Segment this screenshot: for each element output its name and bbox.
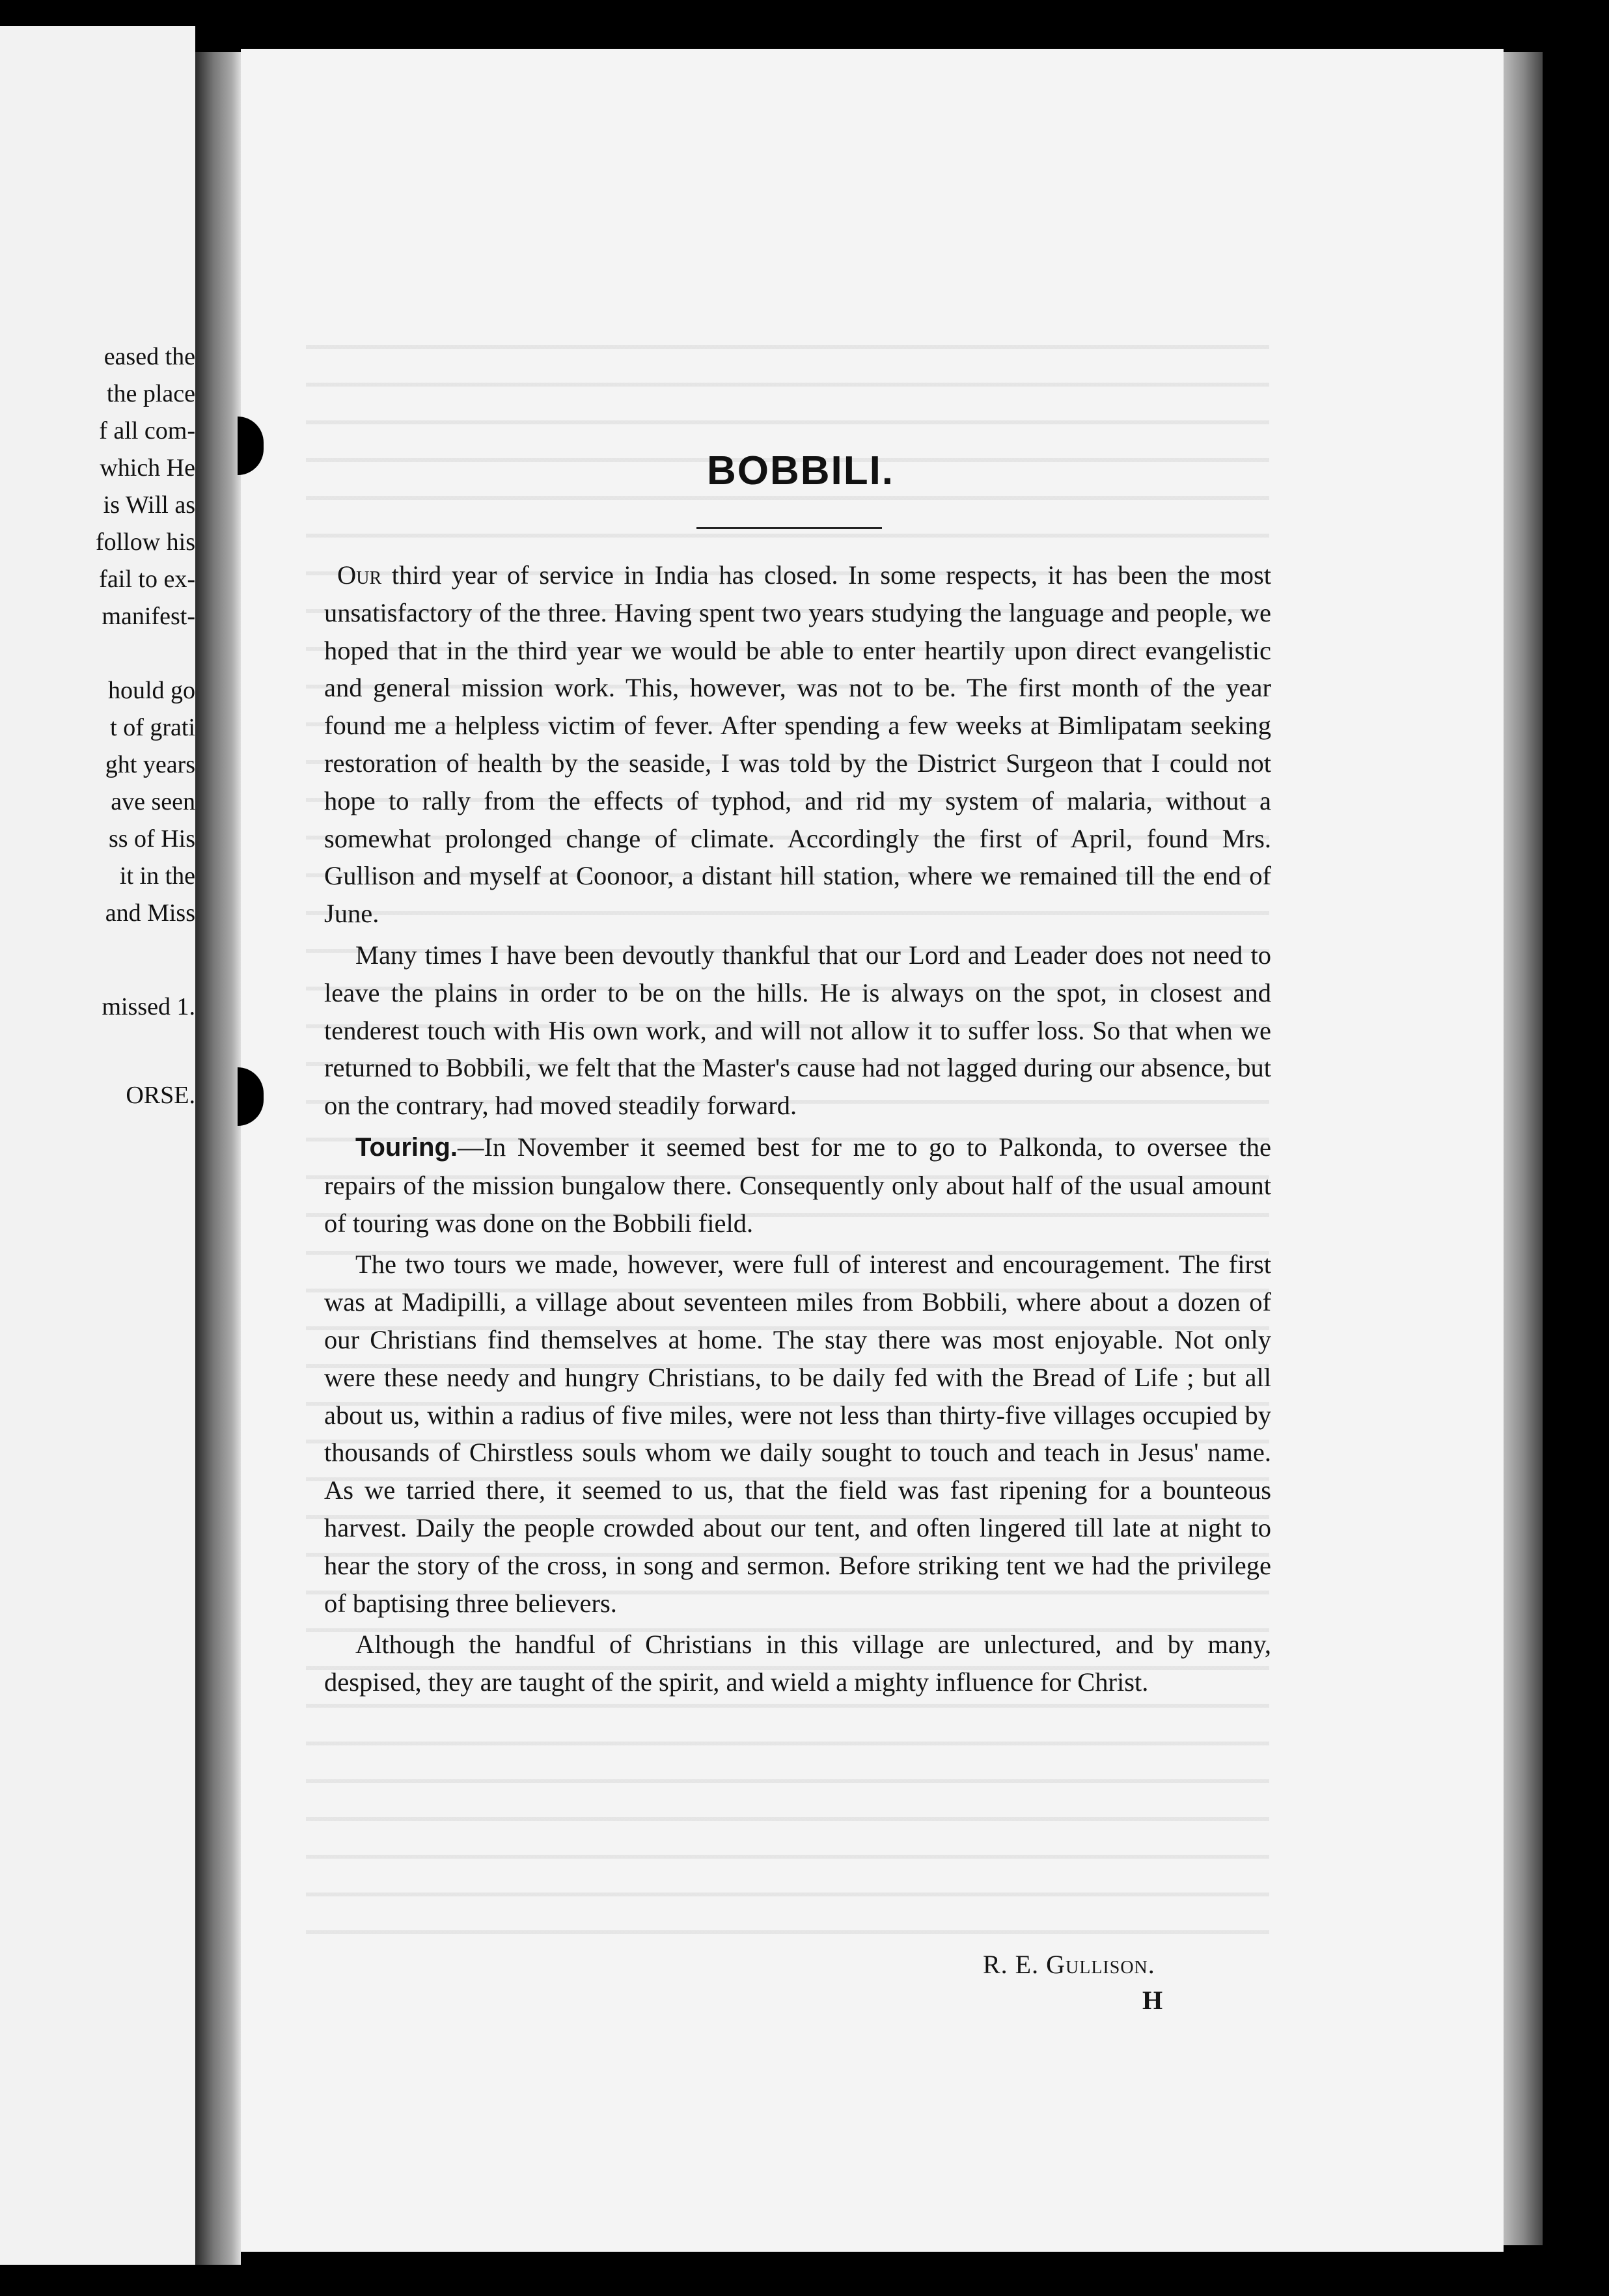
facing-page-line: follow his [95,528,195,556]
facing-page-line: manifest- [102,603,195,630]
facing-page-line: the place [106,380,195,407]
facing-page-line: is Will as [103,491,195,519]
facing-page-line: ORSE. [126,1082,195,1109]
facing-page-line: f all com- [99,417,195,444]
facing-page-line: hould go [107,677,195,704]
paragraph-text: —In November it seemed best for me to go to Palkonda, to oversee the repairs of the mission bungalow there. Consequently only about half of the usual amount of touring was done on the Bobbili field. [324,1132,1271,1238]
paragraph-text: third year of service in India has closed. In some respects, it has been the most unsatisfactory of the three. Having spent two years studying the language and people, we hoped that in the third year we would be able to enter heartily upon direct evangelistic and general mission work. This, however, was not to be. The first month of the year found me a helpless victim of fever. After spending a few weeks at Bimlipatam seeking restoration of health by the seaside, I was told by the District Surgeon that I could not hope to rally from the effects of typhod, and rid my system of malaria, without a somewhat prolonged change of climate. Accordingly the first of April, found Mrs. Gullison and myself at Coonoor, a distant hill station, where we remained till the end of June. [324,560,1271,929]
page-edge-shadow [1504,52,1543,2245]
paragraph: Many times I have been devoutly thankful that our Lord and Leader does not need to leave the plains in order to be on the hills. He is always on the spot, in closest and tenderest touch with His own work, and will not allow it to suffer loss. So that when we returned to Bobbili, we felt that the Master's cause had not lagged during our absence, but on the contrary, had moved steadily forward. [324,940,1271,1121]
facing-page-fragment [0,26,195,2265]
facing-page-line: it in the [119,862,195,890]
author-signature: R. E. Gullison. [983,1950,1155,1979]
article-title: BOBBILI. [706,448,895,493]
article-body [324,556,1271,1705]
section-heading-touring: Touring. [355,1132,458,1162]
facing-page-line: ave seen [111,788,195,815]
paragraph-lead: Our [337,560,382,590]
paragraph [324,556,1271,933]
facing-page-line: which He [100,454,195,482]
paragraph: The two tours we made, however, were full of interest and encouragement. The first was at Madipilli, a village about seventeen miles from Bobbili, where about a dozen of our Christians find themselves at home. The stay there was most enjoyable. Not only were these needy and hungry Christians, to be daily fed with the Bread of Life ; but all about us, within a radius of five miles, were not less than thirty-five villages occupied by thousands of Chirstless souls whom we daily sought to touch and teach in Jesus' name. As we tarried there, it seemed to us, that the field was fast ripening for a bounteous harvest. Daily the people crowded about our tent, and often lingered till late at night to hear the story of the cross, in song and sermon. Before striking tent we had the privilege of baptising three believers. [324,1250,1271,1618]
facing-page-line: missed 1. [102,993,195,1020]
book-gutter [195,52,241,2265]
title-rule [696,527,882,529]
facing-page-line: ss of His [108,825,195,853]
facing-page-line: eased the [103,343,195,370]
paragraph: Although the handful of Christians in this village are unlectured, and by many, despised, they are taught of the spirit, and wield a mighty influence for Christ. [324,1630,1271,1697]
facing-page-line: fail to ex- [99,566,195,593]
signature-mark: H [1142,1986,1163,2015]
paragraph [324,1128,1271,1242]
facing-page-line: ght years [105,751,195,778]
facing-page-line: and Miss [105,899,195,927]
facing-page-line: t of grati [110,714,195,741]
